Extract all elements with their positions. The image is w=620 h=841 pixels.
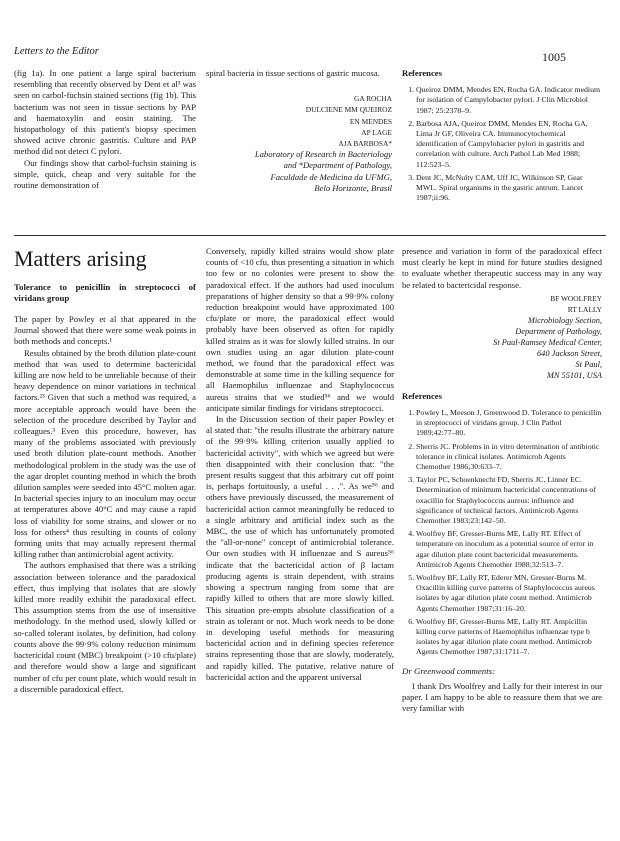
top-letter-references: [402, 68, 602, 206]
affiliation-line: and *Department of Pathology,: [283, 160, 392, 171]
reference-item: 2. Sherris JC. Problems in in vitro determination of antibiotic tolerance in clinical isolates. Antimicrob Agents Chemother 1986;30:633–7.: [416, 442, 602, 473]
reference-item: 1. Queiroz DMM, Mendes EN, Rocha GA. Indicator medium for isolation of Campylobacter pylori. J Clin Microbiol 1987; 25:2378–9.: [416, 85, 602, 116]
paragraph: Results obtained by the broth dilution plate-count method that was used to determine bactericidal killing are now held to be unreliable because of their heavy dependence on minor variations in technical factors.²³ Given that such a method was required, a more acceptable approach would have been the selection of the procedure described by Taylor and colleagues.³ Even this procedure, however, has many of the problems associated with previously used broth dilution plate-count methods. Another methodological problem in the study was the use of the agar droplet counting method in which the broth dilution samples were seeded into 45°C molten agar. In bacterial species injury to an inoculum may occur at temperatures above 40°C and may cause a rapid loss of viability for some strains, and slower or no loss for others⁴ thus resulting in counts of colony forming units that may actually represent thermal killing rather than antimicrobial agent activity.: [14, 347, 196, 560]
author-name: AJA BARBOSA*: [338, 139, 392, 149]
affiliation-line: Faculdade de Medicina da UFMG,: [270, 171, 392, 182]
paragraph: (fig 1a). In one patient a large spiral bacterium resembling that recently observed by Dent et al³ was seen on carbol-fuchsin stained sections (fig 1b). This bacterium was not seen in tissue sections by PAP and haematoxylin and eosin staining. The histopathology of this patient's biopsy specimen showed active chronic gastritis. Culture and PAP method did not detect C pylori.: [14, 68, 196, 157]
paragraph: I thank Drs Woolfrey and Lally for their interest in our paper. I am happy to be able to reassure them that we are very familiar with: [402, 680, 602, 714]
author-name: RT LALLY: [567, 304, 602, 314]
top-letter-column-2: [206, 68, 392, 194]
paragraph: The authors emphasised that there was a striking association between tolerance and the paradoxical effect, thus implying that isolates that are slowly killed more readily exhibit the paradoxical effect. This assumption stems from the use of insensitive methodology. In the method used, slowly killed or so-called tolerant isolates, by definition, had colony counts above the 99·9% colony reduction minimum bactericidal count (MBC) breakpoint (>10 cfu/plate) and therefore would show a large and significant number of cfu per count plate, which would result in a discernible paradoxical effect.: [14, 560, 196, 694]
references-heading: References: [402, 390, 442, 401]
references-heading: References: [402, 68, 442, 78]
paragraph: The paper by Powley et al that appeared in the Journal showed that there were some weak points in both methods and concepts.¹: [14, 314, 196, 347]
matters-arising-column-3: [402, 246, 602, 715]
affiliation-line: Microbiology Section,: [527, 315, 602, 325]
author-name: BF WOOLFREY: [550, 293, 602, 303]
paragraph: presence and variation in form of the paradoxical effect must clearly be kept in mind for future studies designed to evaluate whether therapeutic success may in any way be related to bactericidal response.: [402, 246, 602, 290]
affiliation-line: MN 55101, USA: [546, 370, 602, 380]
affiliation-line: Belo Horizonte, Brasil: [314, 182, 392, 193]
reference-item: 6. Woolfrey BF, Gresser-Burns ME, Lally RT. Ampicillin killing curve patterns of Haemophilus influenzae type b isolates by agar dilution plate count method. Antimicrob Agents Chemother 1987;31:1711–7.: [416, 617, 602, 658]
affiliation-line: Laboratory of Research in Bacteriology: [254, 149, 392, 160]
reference-item: 3. Dent JC, McNulty CAM, Uff JC, Wilkinson SP, Gear MWL. Spiral organisms in the gastric antrum. Lancet 1987;ii:96.: [416, 173, 602, 204]
author-name: DULCIENE MM QUEIROZ: [305, 105, 392, 115]
page-number: 1005: [542, 50, 566, 64]
affiliation-line: St Paul-Ramsey Medical Center,: [493, 337, 602, 347]
author-block: [206, 93, 392, 194]
affiliation-line: Department of Pathology,: [515, 326, 602, 336]
section-title: Matters arising: [14, 246, 147, 271]
affiliation-line: St Paul,: [575, 359, 602, 369]
section-divider: [14, 235, 606, 236]
reference-item: 5. Woolfrey BF, Lally RT, Ederer MN, Gresser-Burns M. Oxacillin killing curve patterns of Staphylococcus aureus isolates by agar dilution plate count method. Antimicrob Agents Chemother 1987;31:16–20.: [416, 573, 602, 614]
reference-item: 2. Barbosa AJA, Queiroz DMM, Mendes EN, Rocha GA, Lima Jr GF, Oliveira CA. Immunocytochemical identification of Campylobacter pylori in gastritis and correlation with culture. Arch Pathol Lab Med 1988; 112:523–5.: [416, 119, 602, 170]
reference-item: 3. Taylor PC, Schoenknecht FD, Sherris JC, Linner EC. Determination of minimum bactericidal concentrations of oxacillin for Staphylococcus aureus: influence and significance of technical factors. Antimicrob Agents Chemother 1983;23:142–50.: [416, 475, 602, 526]
author-block: [402, 293, 602, 381]
paragraph: spiral bacteria in tissue sections of gastric mucosa.: [206, 68, 380, 78]
matters-arising-column-2: [206, 246, 394, 683]
reference-item: 4. Woolfrey BF, Gresser-Burns ME, Lally RT. Effect of temperature on inoculum as a potential source of error in agar dilution plate count bactericidal measurements. Antimicrob Agents Chemother 1988;32:513–7.: [416, 529, 602, 570]
affiliation-line: 640 Jackson Street,: [536, 348, 602, 358]
top-letter-column-1: [14, 68, 196, 191]
running-header: Letters to the Editor: [14, 46, 99, 57]
matters-arising-column-1: [14, 246, 196, 695]
paragraph: In the Discussion section of their paper Powley et al stated that: "the results illustrate the arbitrary nature of the 99·9% killing criterion usually applied to bactericidal activity", with which we agreed but were then disappointed with their conclusion that: "the present results suggest that this arbitrary cut off point is, perhaps fortuitously, a useful . . .". As we⁵⁶ and others have previously discussed, the measurement of bactericidal action cannot meaningfully be reduced to a single arbitrary and artificial index such as the MBC, the use of which has unfortunately promoted the "all-or-none" concept of antimicrobial tolerance. Our own studies with H influenzae and S aureus⁵⁶ indicate that the bactericidal action of β lactam producing agents is strain dependent, with strains showing a spectrum ranging from some that are rapidly killed to others that are more slowly killed. This situation pre-empts absolute classification of a strain as tolerant or not. Much work needs to be done in developing useful methods for measuring bactericidal action and in defining species reference strains representing those that are slowly, moderately, and rapidly killed. The putative, relative nature of bactericidal action and the apparent universal: [206, 414, 394, 682]
paragraph: Conversely, rapidly killed strains would show plate counts of <10 cfu, thus presenting a situation in which too few or no colonies were present to show the paradoxical effect. If the authors had used inoculum preparations of higher density so that a 99·9% colony reduction breakpoint would have approximated 100 cfu/plate or more, the paradoxical effect would probably have been observed as often for rapidly killed strains as it was for slowly killed strains. In our own studies using an agar dilution plate-count method, we found that the paradoxical effect was demonstrable at some time in the killing sequence for all Haemophilus influenzae and Staphylococcus aureus strains that we studied⁵⁶ and we would anticipate similar findings for viridans streptococci.: [206, 246, 394, 413]
author-name: GA ROCHA: [354, 94, 392, 104]
author-name: EN MENDES: [349, 116, 392, 126]
paragraph: Our findings show that carbol-fuchsin staining is simple, quick, cheap and very suitable for the routine demonstration of: [14, 157, 196, 191]
article-title: Tolerance to penicillin in streptococci of viridans group: [14, 282, 196, 303]
comments-heading: Dr Greenwood comments:: [402, 665, 496, 676]
author-name: AP LAGE: [361, 127, 392, 137]
reference-item: 1. Powley L, Meeson J, Greenwood D. Tolerance to penicillin in streptococci of viridans group. J Clin Pathol 1989;42:77–80.: [416, 408, 602, 439]
